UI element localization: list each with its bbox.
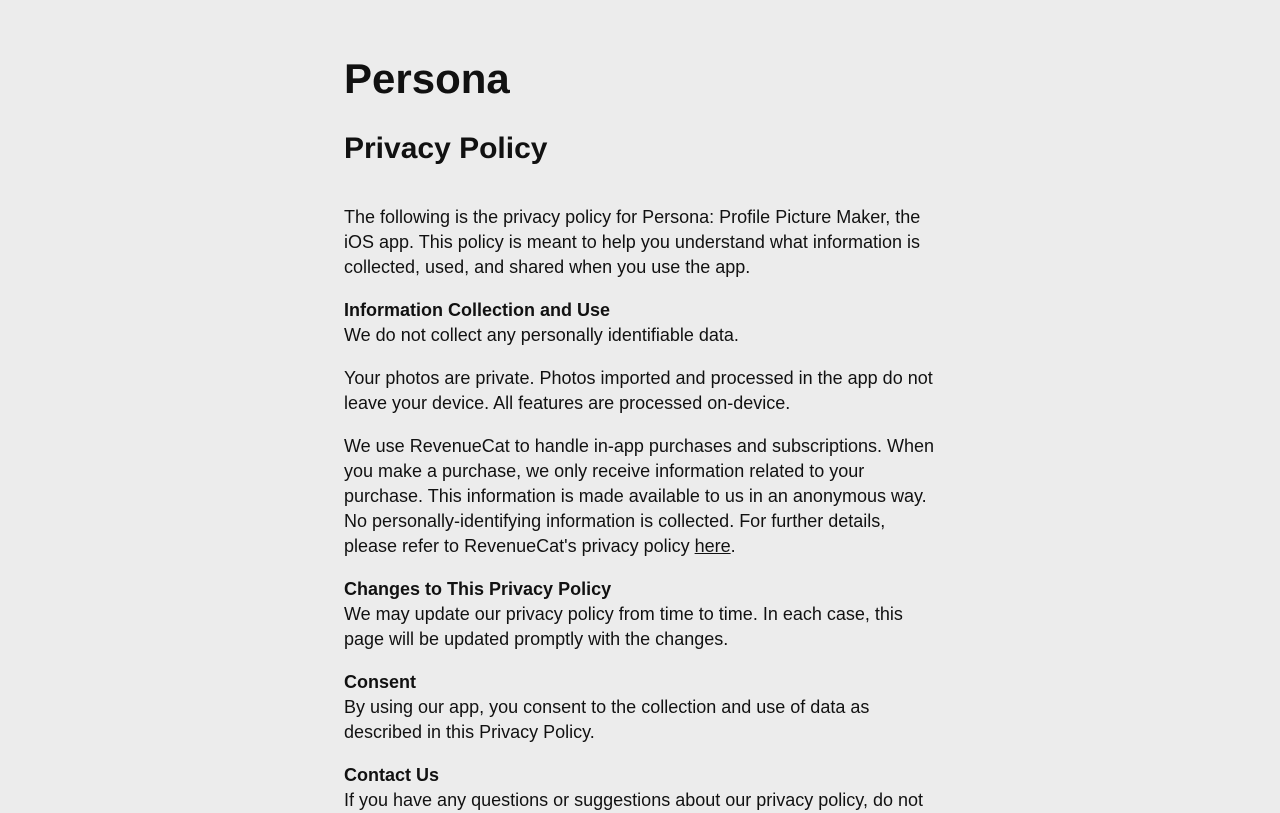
revenuecat-paragraph (344, 434, 936, 559)
section-body-information-collection: We do not collect any personally identifiable data. (344, 325, 739, 346)
section-heading-changes: Changes to This Privacy Policy (344, 579, 612, 600)
section-information-collection (344, 298, 936, 348)
section-contact-us (344, 763, 936, 813)
intro-paragraph: The following is the privacy policy for Persona: Profile Picture Maker, the iOS app. This policy is meant to help you understand what information is collected, used, and shared when you use the app. (344, 207, 921, 278)
section-body-consent: By using our app, you consent to the collection and use of data as described in this Privacy Policy. (344, 697, 870, 743)
privacy-policy-document (344, 0, 936, 813)
section-body-changes: We may update our privacy policy from time to time. In each case, this page will be updated promptly with the changes. (344, 604, 903, 650)
photos-private-paragraph: Your photos are private. Photos imported and processed in the app do not leave your device. All features are processed on-device. (344, 368, 933, 414)
section-heading-consent: Consent (344, 672, 416, 693)
section-heading-information-collection: Information Collection and Use (344, 300, 611, 321)
revenuecat-paragraph-period: . (730, 536, 736, 557)
app-title: Persona (344, 55, 510, 102)
page-title: Privacy Policy (344, 132, 548, 166)
section-body-contact-us: If you have any questions or suggestions about our privacy policy, do not (344, 790, 924, 811)
section-consent (344, 670, 936, 745)
revenuecat-privacy-policy-link[interactable]: here (694, 536, 731, 557)
revenuecat-paragraph-text: We use RevenueCat to handle in-app purchases and subscriptions. When you make a purchase, we only receive information related to your purchase. This information is made available to us in an anonymous way. No personally-identifying information is collected. For further details, please refer to RevenueCat's privacy policy (344, 436, 935, 557)
section-heading-contact-us: Contact Us (344, 765, 440, 786)
section-changes (344, 577, 936, 652)
